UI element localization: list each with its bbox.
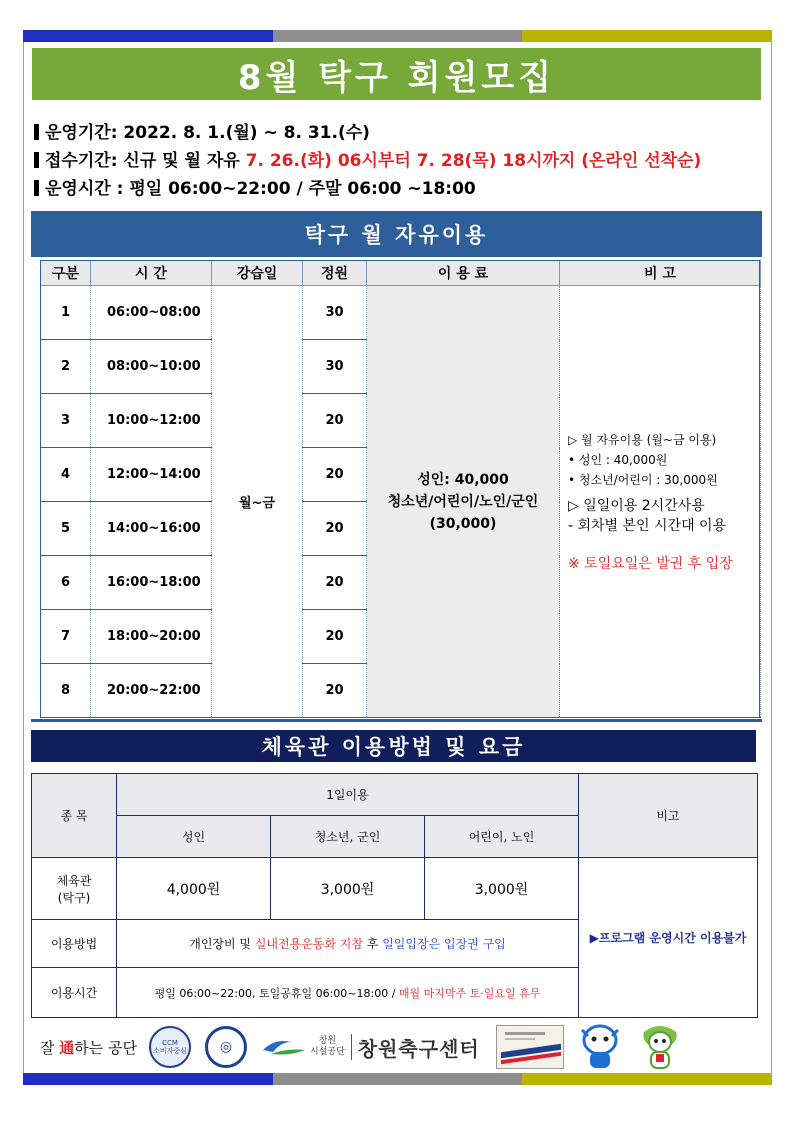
swoosh-logo-icon bbox=[261, 1036, 307, 1058]
ccm-seal-text: CCM 소비자중심 bbox=[153, 1039, 187, 1055]
row-hours-label: 이용시간 bbox=[32, 968, 117, 1018]
section1-title: 탁구 월 자유이용 bbox=[304, 223, 489, 247]
row-no: 8 bbox=[41, 664, 91, 718]
info-reception-dates: 7. 26.(화) 06시부터 7. 28(목) 18시까지 (온라인 선착순) bbox=[245, 151, 702, 171]
row-no: 1 bbox=[41, 286, 91, 340]
row-time: 08:00~10:00 bbox=[91, 340, 212, 394]
bottom-color-stripe bbox=[23, 1073, 772, 1085]
sub-child: 어린이, 노인 bbox=[425, 816, 579, 858]
row-capacity: 20 bbox=[303, 610, 367, 664]
row-gym-label-text: 체육관 (탁구) bbox=[56, 873, 92, 905]
header-no: 구분 bbox=[41, 261, 91, 286]
section1-header bbox=[31, 211, 762, 257]
days-cell: 월~금 bbox=[212, 286, 303, 718]
bullet-bar-icon bbox=[34, 152, 39, 168]
bullet-bar-icon bbox=[34, 180, 39, 196]
slogan-text-b: 通 bbox=[59, 1038, 75, 1057]
corp-divider bbox=[351, 1034, 352, 1060]
info-hours bbox=[34, 174, 476, 199]
row-time: 06:00~08:00 bbox=[91, 286, 212, 340]
ccm-seal-icon bbox=[149, 1026, 191, 1068]
header-capacity: 정원 bbox=[303, 261, 367, 286]
gym-fee-table bbox=[31, 773, 758, 1018]
row-time: 10:00~12:00 bbox=[91, 394, 212, 448]
mascot-blue-icon bbox=[576, 1022, 624, 1072]
table-row bbox=[41, 286, 761, 340]
info-reception bbox=[34, 146, 701, 171]
note-weekend: ※ 토일요일은 발권 후 입장 bbox=[568, 555, 733, 572]
header-time: 시 간 bbox=[91, 261, 212, 286]
header-note: 비 고 bbox=[560, 261, 761, 286]
row-capacity: 20 bbox=[303, 664, 367, 718]
slogan-text-a: 잘 bbox=[40, 1038, 60, 1057]
sub-youth: 청소년, 군인 bbox=[271, 816, 425, 858]
row-time: 12:00~14:00 bbox=[91, 448, 212, 502]
schedule-table bbox=[40, 260, 761, 718]
row-gym-label bbox=[32, 858, 117, 920]
row-time: 18:00~20:00 bbox=[91, 610, 212, 664]
page-title-bar bbox=[32, 48, 761, 100]
certificate-icon bbox=[496, 1025, 564, 1069]
price-youth: 3,000원 bbox=[271, 858, 425, 920]
row-no: 4 bbox=[41, 448, 91, 502]
row-capacity: 20 bbox=[303, 448, 367, 502]
row-time: 14:00~16:00 bbox=[91, 502, 212, 556]
corp-logo bbox=[261, 1033, 480, 1062]
row-no: 7 bbox=[41, 610, 91, 664]
page-title: 8월 탁구 회원모집 bbox=[237, 57, 556, 98]
price-adult: 4,000원 bbox=[117, 858, 271, 920]
corp-name: 창원축구센터 bbox=[357, 1036, 480, 1061]
row-time: 20:00~22:00 bbox=[91, 664, 212, 718]
row-hours-content bbox=[117, 968, 579, 1018]
row-capacity: 20 bbox=[303, 394, 367, 448]
note-session: - 회차별 본인 시간대 이용 bbox=[568, 517, 727, 534]
fee-adult: 성인: 40,000 bbox=[417, 471, 509, 488]
bullet-bar-icon bbox=[34, 124, 39, 140]
row-no: 2 bbox=[41, 340, 91, 394]
slogan bbox=[40, 1037, 137, 1058]
info-hours-text: 운영시간 : 평일 06:00~22:00 / 주말 06:00 ~18:00 bbox=[45, 179, 476, 199]
fee-others: 청소년/어린이/노인/군인 bbox=[387, 493, 539, 510]
note-adult: • 성인 : 40,000원 bbox=[568, 452, 668, 467]
note-youth: • 청소년/어린이 : 30,000원 bbox=[568, 472, 718, 487]
method-then: 후 bbox=[362, 937, 383, 951]
method-equipment: 개인장비 및 bbox=[189, 937, 255, 951]
mascot-green-icon bbox=[636, 1022, 684, 1072]
slogan-text-c: 하는 공단 bbox=[74, 1038, 138, 1057]
section2-title: 체육관 이용방법 및 요금 bbox=[261, 735, 526, 759]
corp-small-text: 창원 시설공단 bbox=[310, 1036, 345, 1057]
row-method-content bbox=[117, 920, 579, 968]
method-shoes: 실내전용운동화 지참 bbox=[254, 937, 363, 951]
row-capacity: 20 bbox=[303, 502, 367, 556]
col-item bbox=[32, 774, 117, 858]
col-note: 비고 bbox=[579, 774, 758, 858]
note-cell bbox=[560, 286, 761, 718]
note-daily: ▷ 일일이용 2시간사용 bbox=[568, 497, 705, 514]
row-time: 16:00~18:00 bbox=[91, 556, 212, 610]
price-child: 3,000원 bbox=[425, 858, 579, 920]
col-item-label: 종 목 bbox=[60, 809, 88, 823]
row-no: 6 bbox=[41, 556, 91, 610]
row-capacity: 30 bbox=[303, 340, 367, 394]
method-ticket: 일일입장은 입장권 구입 bbox=[382, 937, 506, 951]
info-period bbox=[34, 118, 370, 143]
header-fee: 이 용 료 bbox=[367, 261, 560, 286]
section-divider bbox=[31, 719, 762, 722]
row-no: 3 bbox=[41, 394, 91, 448]
fee-others-price: (30,000) bbox=[429, 515, 497, 532]
row-no: 5 bbox=[41, 502, 91, 556]
footer bbox=[40, 1022, 760, 1072]
section2-header bbox=[31, 730, 756, 762]
top-color-stripe bbox=[23, 30, 772, 42]
row-capacity: 30 bbox=[303, 286, 367, 340]
col-daily: 1일이용 bbox=[117, 774, 579, 816]
note-monthly: ▷ 월 자유이용 (월~금 이용) bbox=[568, 432, 717, 447]
fee-cell bbox=[367, 286, 560, 718]
emblem-icon: ◎ bbox=[205, 1026, 247, 1068]
header-days: 강습일 bbox=[212, 261, 303, 286]
info-reception-text: 접수기간: 신규 및 월 자유 bbox=[45, 151, 246, 171]
sub-adult: 성인 bbox=[117, 816, 271, 858]
row-method-label: 이용방법 bbox=[32, 920, 117, 968]
program-note: ▶프로그램 운영시간 이용불가 bbox=[579, 858, 758, 1018]
info-period-text: 운영기간: 2022. 8. 1.(월) ~ 8. 31.(수) bbox=[45, 123, 370, 143]
hours-closed: 매월 마지막주 토·일요일 휴무 bbox=[398, 986, 541, 1000]
hours-times: 평일 06:00~22:00, 토일공휴일 06:00~18:00 / bbox=[154, 986, 399, 1000]
row-capacity: 20 bbox=[303, 556, 367, 610]
